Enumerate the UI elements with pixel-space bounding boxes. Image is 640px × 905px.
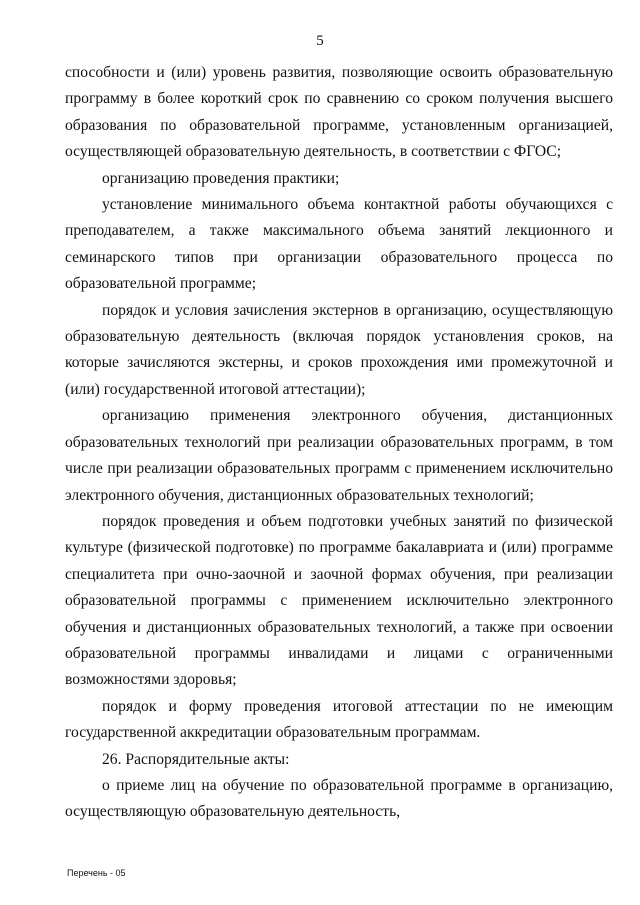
paragraph: о приеме лиц на обучение по образовательной программе в организацию, осуществляющую образовательную деятельность, (65, 776, 613, 821)
paragraph: организацию проведения практики; (102, 169, 340, 187)
document-body (65, 60, 613, 826)
paragraph: порядок проведения и объем подготовки учебных занятий по физической культуре (физической подготовке) по программе бакалавриата и (или) программе специалитета при очно-заочной и заочной формах обучения, при реализации образовательной программы с применением исключительно электронного обучения и дистанционных образовательных технологий, а также при освоении образовательной программы инвалидами и лицами с ограниченными возможностями здоровья; (65, 512, 613, 689)
paragraph: порядок и условия зачисления экстернов в организацию, осуществляющую образовательную деятельность (включая порядок установления сроков, на которые зачисляются экстерны, и сроков прохождения ими промежуточной и (или) государственной итоговой аттестации); (65, 301, 613, 398)
paragraph: установление минимального объема контактной работы обучающихся с преподавателем, а также максимального объема занятий лекционного и семинарского типов при организации образовательного процесса по образовательной программе; (65, 196, 613, 293)
paragraph: порядок и форму проведения итоговой аттестации по не имеющим государственной аккредитации образовательным программам. (65, 697, 613, 742)
paragraph: организацию применения электронного обучения, дистанционных образовательных технологий при реализации образовательных программ, в том числе при реализации образовательных программ с применением исключительно электронного обучения, дистанционных образовательных технологий; (65, 407, 613, 504)
footer-code: Перечень - 05 (67, 868, 126, 878)
section-heading: 26. Распорядительные акты: (102, 750, 290, 768)
page-number: 5 (316, 33, 324, 49)
paragraph: способности и (или) уровень развития, позволяющие освоить образовательную программу в более короткий срок по сравнению со сроком получения высшего образования по образовательной программе, установленным организацией, осуществляющей образовательную деятельность, в соответствии с ФГОС; (65, 64, 613, 161)
